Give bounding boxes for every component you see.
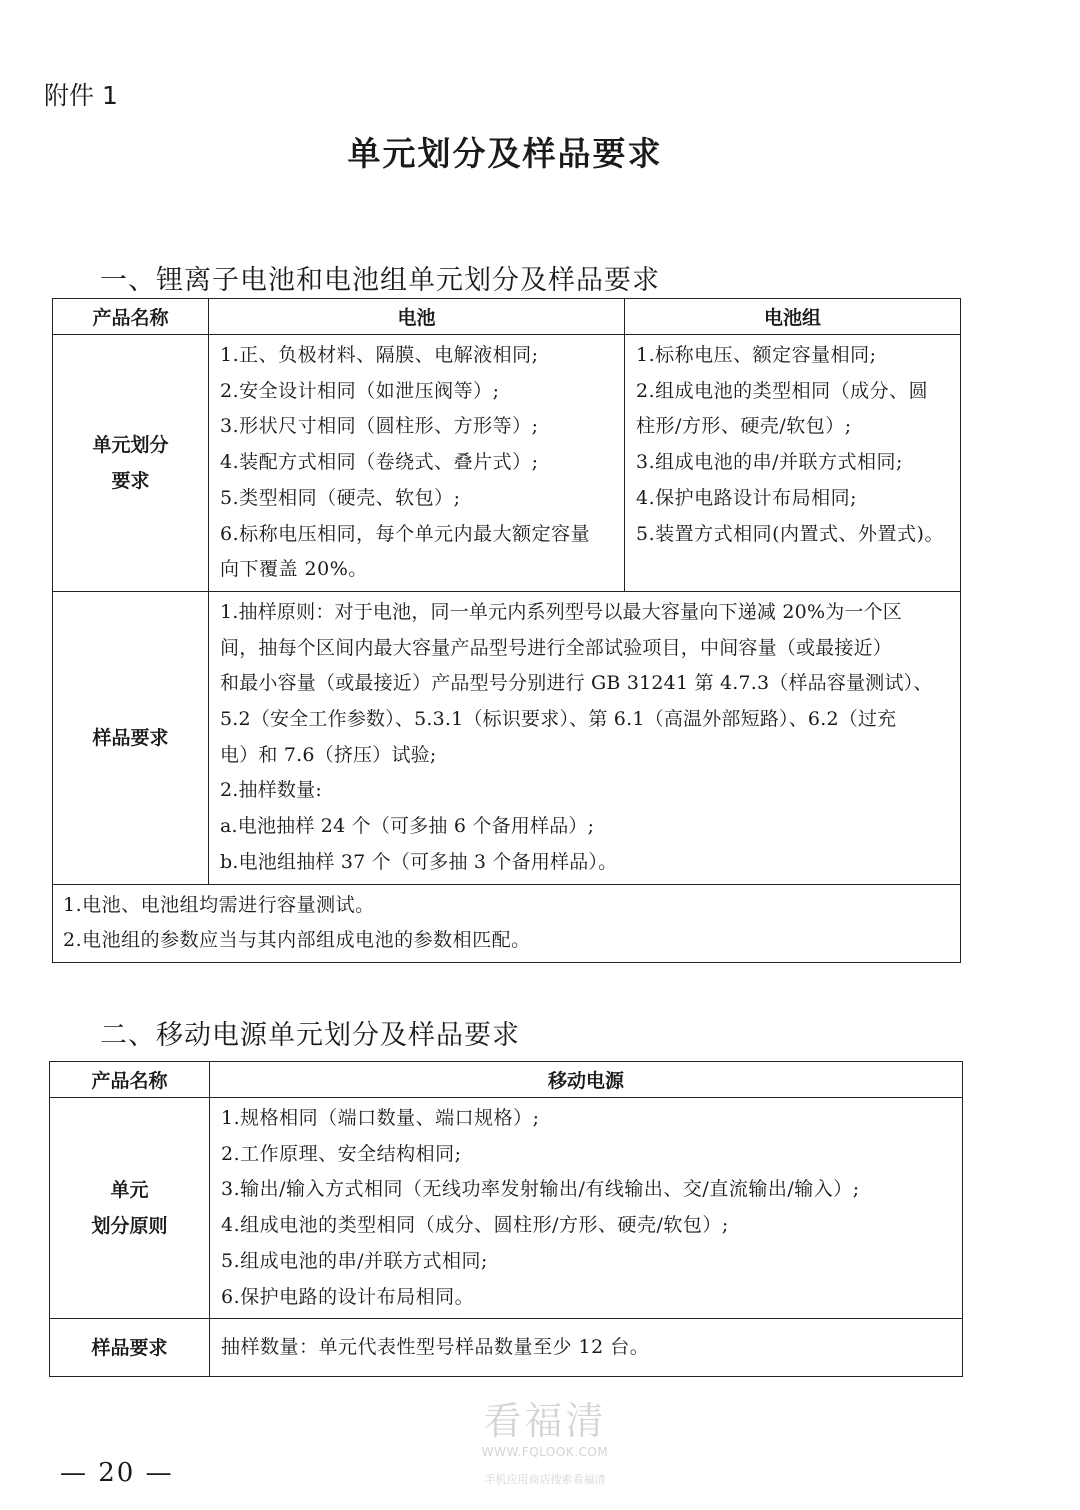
sample-req-line: 和最小容量（或最接近）产品型号分别进行 GB 31241 第 4.7.3（样品容量测试）、 [220,672,933,695]
battery-req-line: 3.形状尺寸相同（圆柱形、方形等）; [220,415,539,438]
battery-req-line: 1.正、负极材料、隔膜、电解液相同; [220,344,539,366]
battery-requirements [209,335,625,592]
note-line: 2.电池组的参数应当与其内部组成电池的参数相匹配。 [63,929,531,952]
sample-req-line: 5.2（安全工作参数）、5.3.1（标识要求）、第 6.1（高温外部短路）、6.2（过充 [220,708,897,731]
battery-pack-requirements [625,335,961,592]
sample-req-line: a.电池抽样 24 个（可多抽 6 个备用样品）; [220,815,595,838]
power-bank-sample-requirement [210,1319,963,1377]
sample-requirement-label: 样品要求 [53,591,209,884]
sample-req-line: b.电池组抽样 37 个（可多抽 3 个备用样品）。 [220,850,618,873]
page-title: 单元划分及样品要求 [347,134,663,173]
header-product-name: 产品名称 [53,299,209,335]
unit-label-line: 单元划分 [92,433,169,456]
sample-req-line: 电）和 7.6（挤压）试验; [220,743,437,766]
principle-line: 2.工作原理、安全结构相同; [221,1142,462,1165]
pack-req-line: 柱形/方形、硬壳/软包）; [636,415,852,438]
pack-req-line: 3.组成电池的串/并联方式相同; [636,451,903,474]
header-product-name: 产品名称 [50,1062,210,1098]
header-battery: 电池 [209,299,625,335]
sample-requirement-label: 样品要求 [50,1319,210,1377]
battery-req-line: 2.安全设计相同（如泄压阀等）; [220,379,500,402]
header-battery-pack: 电池组 [625,299,961,335]
pack-req-line: 2.组成电池的类型相同（成分、圆 [636,379,929,402]
battery-req-line: 4.装配方式相同（卷绕式、叠片式）; [220,451,539,474]
section2-heading: 二、移动电源单元划分及样品要求 [100,1020,520,1051]
sample-req-line: 抽样数量：单元代表性型号样品数量至少 12 台。 [221,1335,650,1358]
sample-requirements [209,591,961,884]
section2-table [49,1061,963,1377]
sample-req-line: 1.抽样原则：对于电池，同一单元内系列型号以最大容量向下递减 20%为一个区 [220,600,902,623]
watermark-url: WWW.FQLOOK.COM [481,1445,609,1459]
section1-heading: 一、锂离子电池和电池组单元划分及样品要求 [100,265,660,296]
section1-notes [53,884,961,962]
unit-label-line: 划分原则 [91,1215,168,1238]
power-bank-unit-principles [210,1098,963,1319]
watermark [470,1390,620,1487]
principle-line: 5.组成电池的串/并联方式相同; [221,1249,488,1272]
pack-req-line: 5.装置方式相同(内置式、外置式)。 [636,522,944,545]
principle-line: 6.保护电路的设计布局相同。 [221,1285,475,1308]
attachment-label: 附件 1 [44,81,118,110]
page-number: — 20 — [60,1458,174,1488]
section1-table [52,298,961,963]
header-power-bank: 移动电源 [210,1062,963,1098]
principle-line: 4.组成电池的类型相同（成分、圆柱形/方形、硬壳/软包）; [221,1214,729,1237]
unit-label-line: 要求 [111,469,150,492]
principle-line: 3.输出/输入方式相同（无线功率发射输出/有线输出、交/直流输出/输入）; [221,1178,860,1201]
battery-req-line: 5.类型相同（硬壳、软包）; [220,486,461,509]
watermark-tagline: 手机应用商店搜索看福清 [484,1473,606,1486]
unit-division-label [53,335,209,592]
watermark-name: 看福清 [483,1399,607,1443]
unit-principle-label [50,1098,210,1319]
principle-line: 1.规格相同（端口数量、端口规格）; [221,1107,540,1129]
pack-req-line: 4.保护电路设计布局相同; [636,486,858,509]
battery-req-line: 6.标称电压相同，每个单元内最大额定容量 [220,522,591,545]
pack-req-line: 1.标称电压、额定容量相同; [636,344,877,366]
unit-label-line: 单元 [110,1179,149,1202]
sample-req-line: 2.抽样数量: [220,779,322,802]
sample-req-line: 间，抽每个区间内最大容量产品型号进行全部试验项目，中间容量（或最接近） [220,636,893,659]
battery-req-line: 向下覆盖 20%。 [220,558,368,581]
note-line: 1.电池、电池组均需进行容量测试。 [63,893,375,916]
